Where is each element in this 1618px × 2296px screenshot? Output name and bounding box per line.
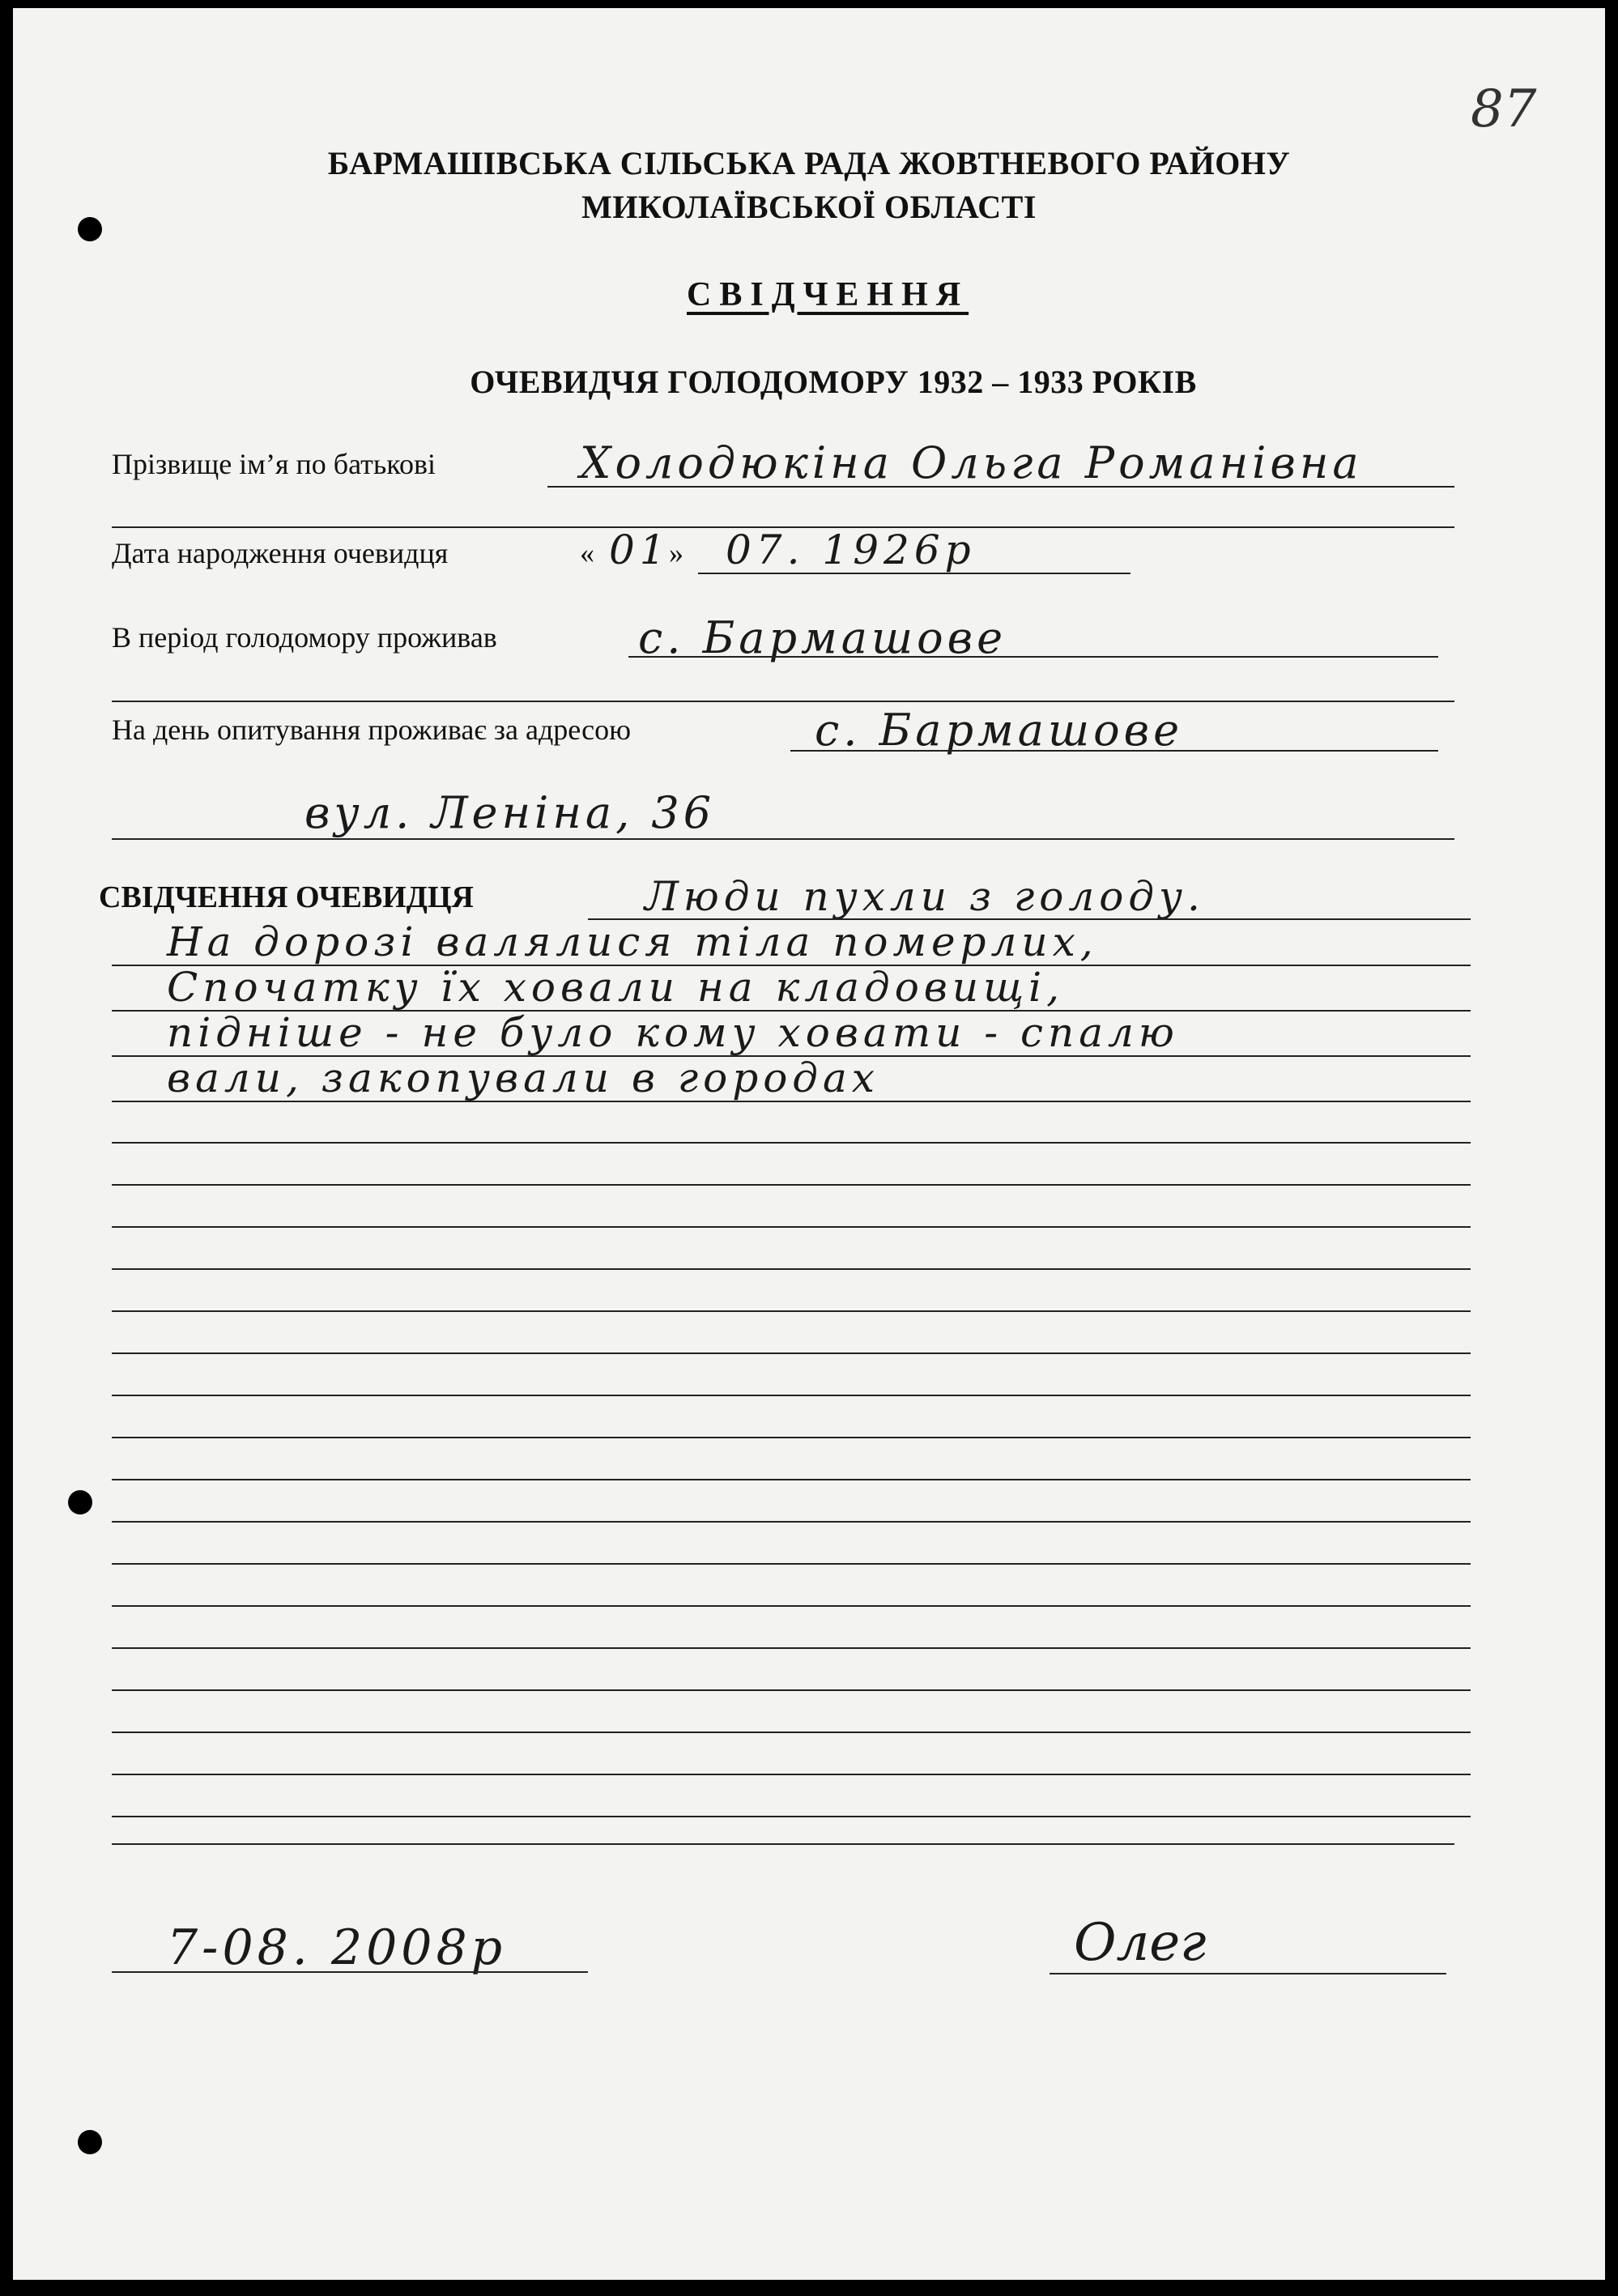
- birth-rest-value: 07. 1926р: [726, 526, 976, 573]
- page-number: 87: [1471, 79, 1537, 139]
- ruled-line: [112, 1101, 1471, 1102]
- address-underline: [790, 750, 1438, 752]
- testimony-line-4: підніше - не було кому ховати - спалю: [167, 1009, 1179, 1056]
- testimony-line-3: Спочатку їх ховали на кладовищі,: [167, 964, 1065, 1011]
- ruled-line: [112, 1437, 1471, 1438]
- ruled-line: [112, 1352, 1471, 1354]
- ruled-line: [112, 1563, 1471, 1565]
- ruled-line: [112, 1226, 1471, 1228]
- testimony-line-1: Люди пухли з голоду.: [645, 873, 1205, 920]
- ruled-line: [588, 918, 1471, 920]
- punch-hole-middle: [68, 1490, 92, 1514]
- ruled-line: [112, 1732, 1471, 1733]
- header-line-1: БАРМАШІВСЬКА СІЛЬСЬКА РАДА ЖОВТНЕВОГО РАЙОНУ: [327, 145, 1291, 181]
- period-underline-2: [112, 701, 1454, 702]
- name-underline: [547, 486, 1454, 488]
- ruled-line: [112, 1055, 1471, 1057]
- birth-open-quote: «: [580, 537, 594, 569]
- document-page: [13, 8, 1605, 2280]
- signature-underline: [1050, 1973, 1446, 1974]
- ruled-line: [112, 1647, 1471, 1649]
- footer-date: 7-08. 2008р: [167, 1919, 507, 1976]
- testimony-line-2: На дорозі валялися тіла померлих,: [167, 918, 1098, 965]
- testimony-line-5: вали, закопували в городах: [167, 1054, 879, 1101]
- ruled-line: [112, 965, 1471, 966]
- document-title: СВІДЧЕННЯ: [687, 276, 969, 313]
- address-underline-2: [112, 838, 1454, 840]
- period-value: с. Бармашове: [638, 612, 1007, 663]
- ruled-line: [112, 1268, 1471, 1270]
- birth-date-label: Дата народження очевидця: [112, 537, 449, 569]
- name-label: Прізвище ім’я по батькові: [112, 448, 436, 480]
- ruled-line: [112, 1184, 1471, 1186]
- address-value: с. Бармашове: [815, 705, 1184, 756]
- birth-close-quote: »: [669, 537, 683, 569]
- ruled-line: [112, 1605, 1471, 1607]
- birth-day-value: 01: [609, 526, 671, 573]
- address-label: На день опитування проживає за адресою: [112, 714, 632, 746]
- signature: Олег: [1074, 1913, 1207, 1973]
- testimony-label: СВІДЧЕННЯ ОЧЕВИДЦЯ: [99, 880, 474, 914]
- ruled-line: [112, 1010, 1471, 1012]
- period-label: В період голодомору проживав: [112, 621, 497, 654]
- ruled-line: [112, 1816, 1471, 1817]
- date-underline: [112, 1971, 588, 1973]
- ruled-line: [112, 1843, 1454, 1845]
- ruled-line: [112, 1774, 1471, 1775]
- ruled-line: [112, 1689, 1471, 1691]
- ruled-line: [112, 1142, 1471, 1144]
- ruled-line: [112, 1310, 1471, 1312]
- name-value: Холодюкіна Ольга Романівна: [580, 437, 1363, 488]
- header-line-2: МИКОЛАЇВСЬКОЇ ОБЛАСТІ: [581, 189, 1037, 225]
- birth-underline: [698, 573, 1130, 574]
- ruled-line: [112, 1395, 1471, 1396]
- document-subtitle: ОЧЕВИДЧЯ ГОЛОДОМОРУ 1932 – 1933 РОКІВ: [470, 364, 1197, 400]
- period-underline: [628, 656, 1438, 658]
- ruled-line: [112, 1479, 1471, 1480]
- punch-hole-bottom: [78, 2130, 102, 2154]
- ruled-line: [112, 1521, 1471, 1523]
- address-value-2: вул. Леніна, 36: [304, 787, 716, 838]
